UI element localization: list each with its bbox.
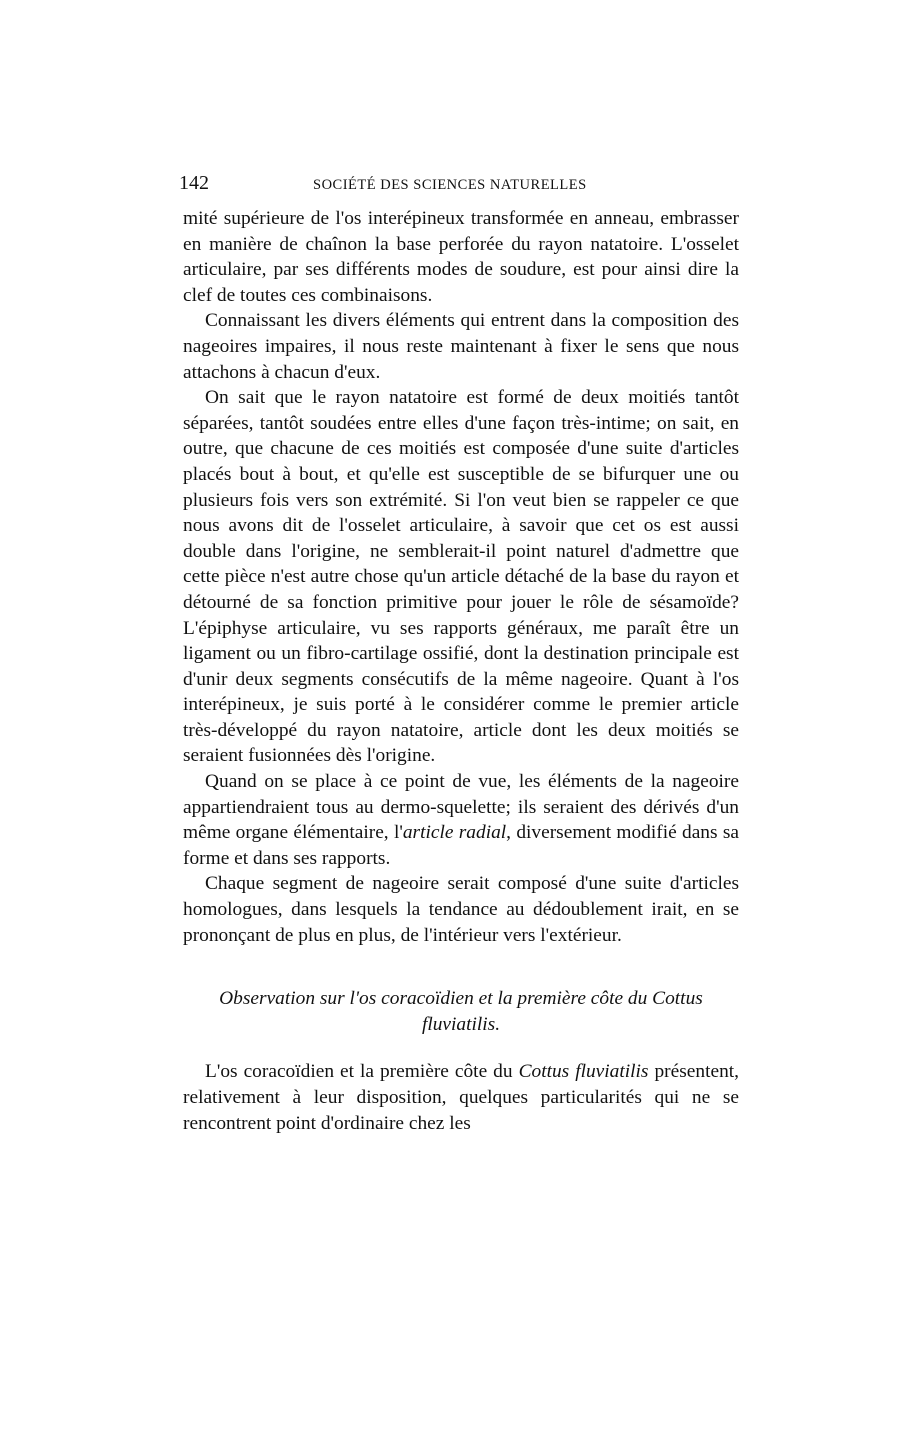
- paragraph-6-text-after: présentent, relativement à leur disposition, quelques particularités qui ne se rencontrent point d'ordinaire chez les: [183, 1061, 739, 1134]
- page-header: [179, 172, 739, 202]
- section-title: Observation sur l'os coracoïdien et la première côte du Cottus fluviatilis.: [219, 988, 703, 1035]
- page-number: 142: [179, 172, 209, 194]
- document-page: [179, 172, 739, 1136]
- paragraph-6-text-before: L'os coracoïdien et la première côte du: [205, 1061, 519, 1083]
- paragraph-4: [183, 769, 739, 871]
- paragraph-1: mité supérieure de l'os interépineux transformée en anneau, embrasser en manière de chaînon la base perforée du rayon natatoire. L'osselet articulaire, par ses différents modes de soudure, est pour ainsi dire la clef de toutes ces combinaisons.: [183, 208, 739, 306]
- paragraph-5: Chaque segment de nageoire serait composé d'une suite d'articles homologues, dans lesquels la tendance au dédoublement irait, en se prononçant de plus en plus, de l'intérieur vers l'extérieur.: [183, 873, 739, 946]
- running-head: SOCIÉTÉ DES SCIENCES NATURELLES: [313, 177, 587, 193]
- paragraph-4-text-before: Quand on se place à ce point de vue, les éléments de la nageoire appartiendraient tous au dermo-squelette; ils seraient des dérivés d'un même organe élémentaire, l': [183, 771, 739, 844]
- paragraph-4-italic-term: article radial: [402, 822, 507, 844]
- paragraph-2: Connaissant les divers éléments qui entrent dans la composition des nageoires impaires, il nous reste maintenant à fixer le sens que nous attachons à chacun d'eux.: [183, 310, 739, 383]
- paragraph-4-text-after: , diversement modifié dans sa forme et dans ses rapports.: [183, 822, 739, 869]
- paragraph-6: [183, 1059, 739, 1136]
- paragraph-3: On sait que le rayon natatoire est formé de deux moitiés tantôt séparées, tantôt soudées entre elles d'une façon très-intime; on sait, en outre, que chacune de ces moitiés est composée d'une suite d'articles placés bout à bout, et qu'elle est susceptible de se bifurquer une ou plusieurs fois vers son extrémité. Si l'on veut bien se rappeler ce que nous avons dit de l'osselet articulaire, à savoir que cet os est aussi double dans l'origine, ne semblerait-il point naturel d'admettre que cette pièce n'est autre chose qu'un article détaché de la base du rayon et détourné de sa fonction primitive pour jouer le rôle de sésamoïde? L'épiphyse articulaire, vu ses rapports généraux, me paraît être un ligament ou un fibro-cartilage ossifié, dont la destination principale est d'unir deux segments consécutifs de la même nageoire. Quant à l'os interépineux, je suis porté à le considérer comme le premier article très-développé du rayon natatoire, article dont les deux moitiés se seraient fusionnées dès l'origine.: [183, 387, 739, 767]
- paragraph-6-italic-species: Cottus fluviatilis: [518, 1061, 649, 1083]
